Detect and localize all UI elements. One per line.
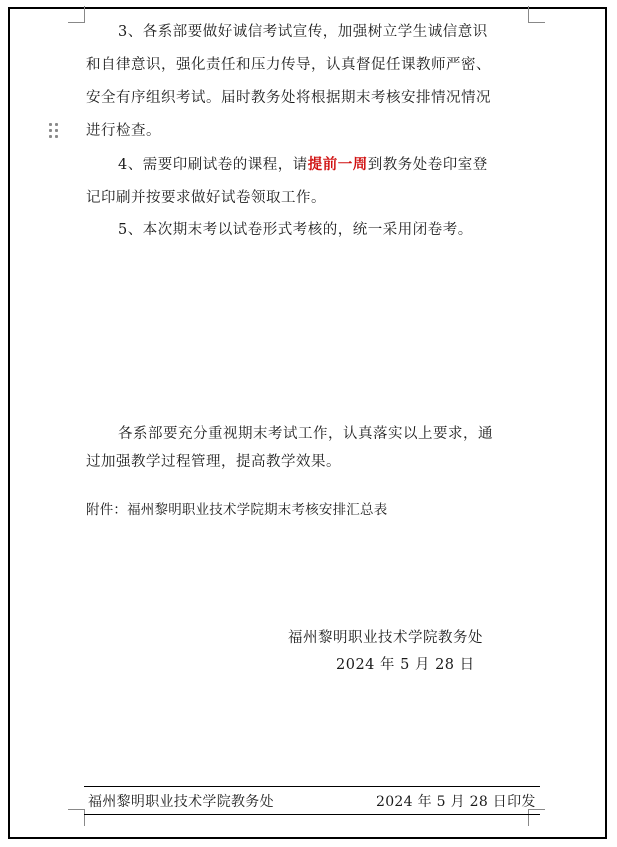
crop-mark-top-left	[68, 6, 85, 23]
closing-line-1: 各系部要充分重视期末考试工作，认真落实以上要求，通	[118, 426, 493, 442]
footer-bottom-rule	[84, 814, 540, 815]
paragraph-3-line-3: 安全有序组织考试。届时教务处将根据期末考核安排情况情况	[86, 90, 491, 106]
drag-handle-icon[interactable]	[49, 123, 59, 139]
paragraph-3-line-4: 进行检查。	[86, 123, 161, 139]
attachment-line: 附件：福州黎明职业技术学院期末考核安排汇总表	[86, 502, 388, 518]
signature-date: 2024 年 5 月 28 日	[336, 657, 475, 673]
paragraph-4-line-2: 记印刷并按要求做好试卷领取工作。	[86, 190, 326, 206]
crop-mark-bottom-left	[68, 809, 85, 826]
paragraph-4-text-before: 4、需要印刷试卷的课程，请	[118, 157, 308, 173]
paragraph-3-line-2: 和自律意识，强化责任和压力传导，认真督促任课教师严密、	[86, 57, 491, 73]
footer-issue-date: 2024 年 5 月 28 日印发	[376, 794, 536, 810]
paragraph-4-line-1	[118, 155, 488, 175]
highlight-one-week-ahead: 提前一周	[307, 156, 368, 173]
signature-issuer: 福州黎明职业技术学院教务处	[288, 630, 483, 646]
footer-top-rule	[84, 786, 540, 787]
crop-mark-top-right	[528, 6, 545, 23]
closing-line-2: 过加强教学过程管理，提高教学效果。	[86, 454, 341, 470]
footer-issuer: 福州黎明职业技术学院教务处	[88, 794, 274, 810]
paragraph-3-line-1: 3、各系部要做好诚信考试宣传，加强树立学生诚信意识	[118, 24, 488, 40]
paragraph-4-text-after: 到教务处卷印室登	[367, 157, 488, 173]
paragraph-5-line-1: 5、本次期末考以试卷形式考核的，统一采用闭卷考。	[118, 222, 473, 238]
